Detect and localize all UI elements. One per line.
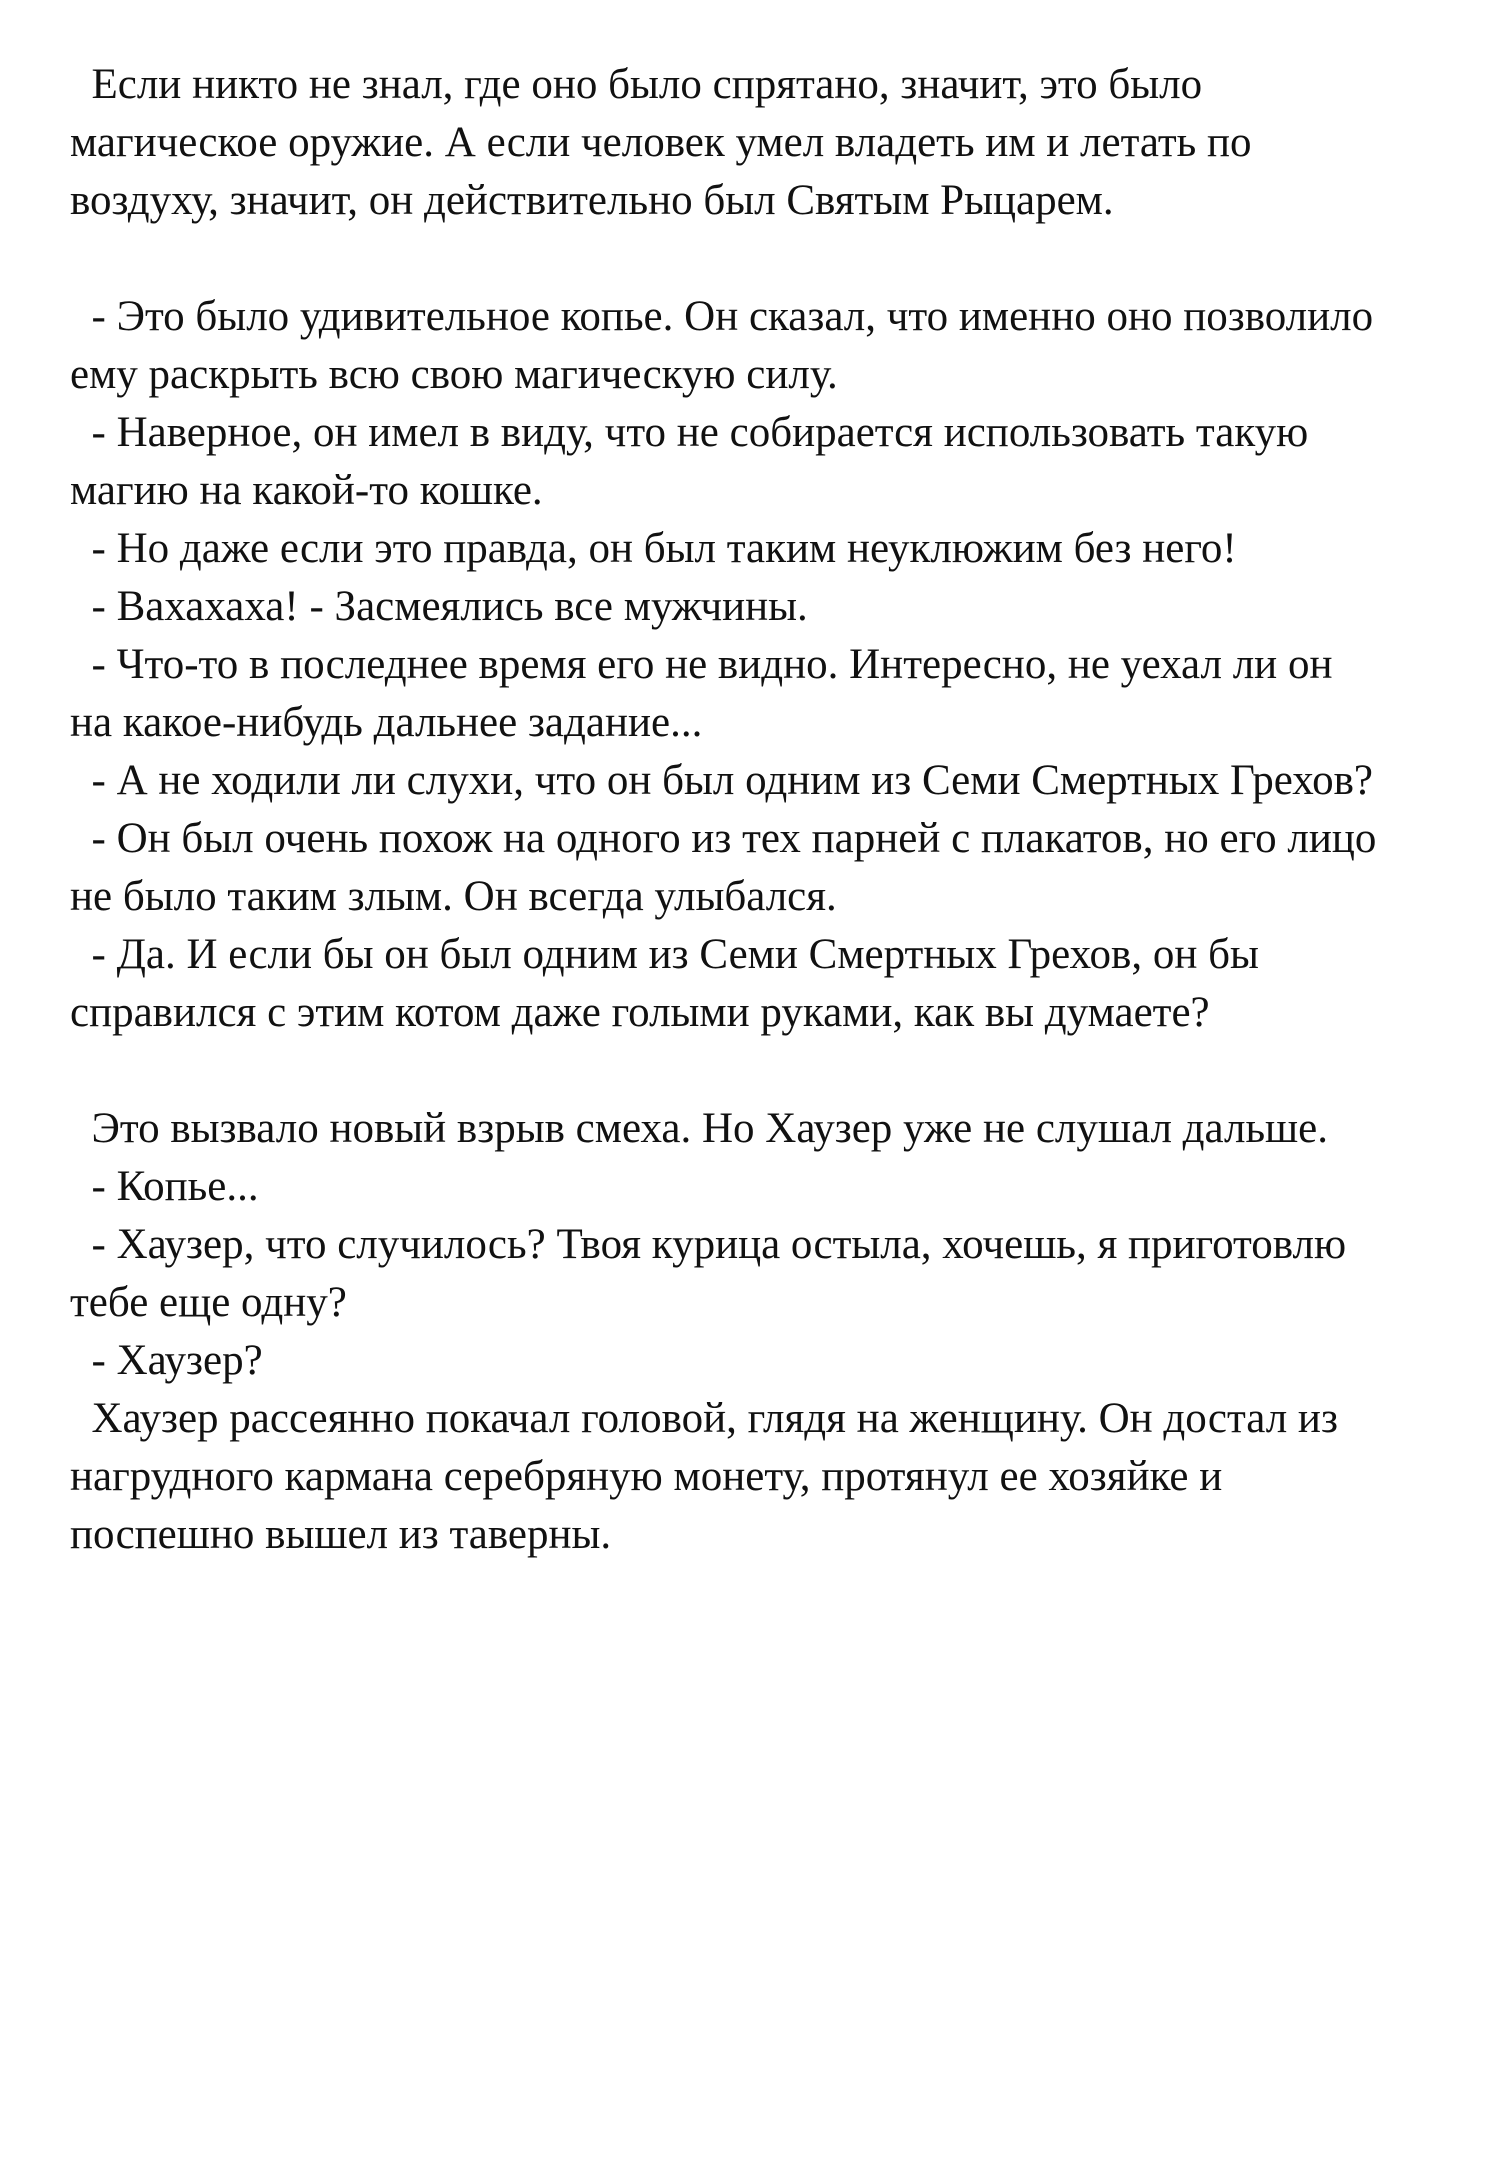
text-line: - Вахахаха! - Засмеялись все мужчины. xyxy=(70,583,808,630)
text-line: ему раскрыть всю свою магическую силу. xyxy=(70,351,838,398)
text-line: на какое-нибудь дальнее задание... xyxy=(70,699,703,746)
text-line: - Хаузер, что случилось? Твоя курица остыла, хочешь, я приготовлю xyxy=(70,1221,1347,1268)
document-page xyxy=(70,56,1470,1564)
blank-line xyxy=(70,1042,1470,1100)
text-line: Это вызвало новый взрыв смеха. Но Хаузер уже не слушал дальше. xyxy=(70,1105,1329,1152)
text-line: тебе еще одну? xyxy=(70,1279,347,1326)
text-line: справился с этим котом даже голыми руками, как вы думаете? xyxy=(70,989,1210,1036)
text-line: - Он был очень похож на одного из тех парней с плакатов, но его лицо xyxy=(70,815,1377,862)
text-line: - Хаузер? xyxy=(70,1337,263,1384)
blank-line xyxy=(70,230,1470,288)
text-line: - Но даже если это правда, он был таким неуклюжим без него! xyxy=(70,525,1237,572)
text-line: воздуху, значит, он действительно был Святым Рыцарем. xyxy=(70,177,1114,224)
text-line: - Наверное, он имел в виду, что не собирается использовать такую xyxy=(70,409,1309,456)
text-line: магию на какой-то кошке. xyxy=(70,467,543,514)
text-line: нагрудного кармана серебряную монету, протянул ее хозяйке и xyxy=(70,1453,1223,1500)
text-line: Если никто не знал, где оно было спрятано, значит, это было xyxy=(70,61,1203,108)
text-line: Хаузер рассеянно покачал головой, глядя на женщину. Он достал из xyxy=(70,1395,1338,1442)
text-line: - Это было удивительное копье. Он сказал, что именно оно позволило xyxy=(70,293,1374,340)
text-line: - Копье... xyxy=(70,1163,259,1210)
text-line: - Да. И если бы он был одним из Семи Смертных Грехов, он бы xyxy=(70,931,1259,978)
text-line: - А не ходили ли слухи, что он был одним из Семи Смертных Грехов? xyxy=(70,757,1373,804)
text-line: магическое оружие. А если человек умел владеть им и летать по xyxy=(70,119,1252,166)
text-line: - Что-то в последнее время его не видно. Интересно, не уехал ли он xyxy=(70,641,1333,688)
text-line: не было таким злым. Он всегда улыбался. xyxy=(70,873,837,920)
text-line: поспешно вышел из таверны. xyxy=(70,1511,612,1558)
